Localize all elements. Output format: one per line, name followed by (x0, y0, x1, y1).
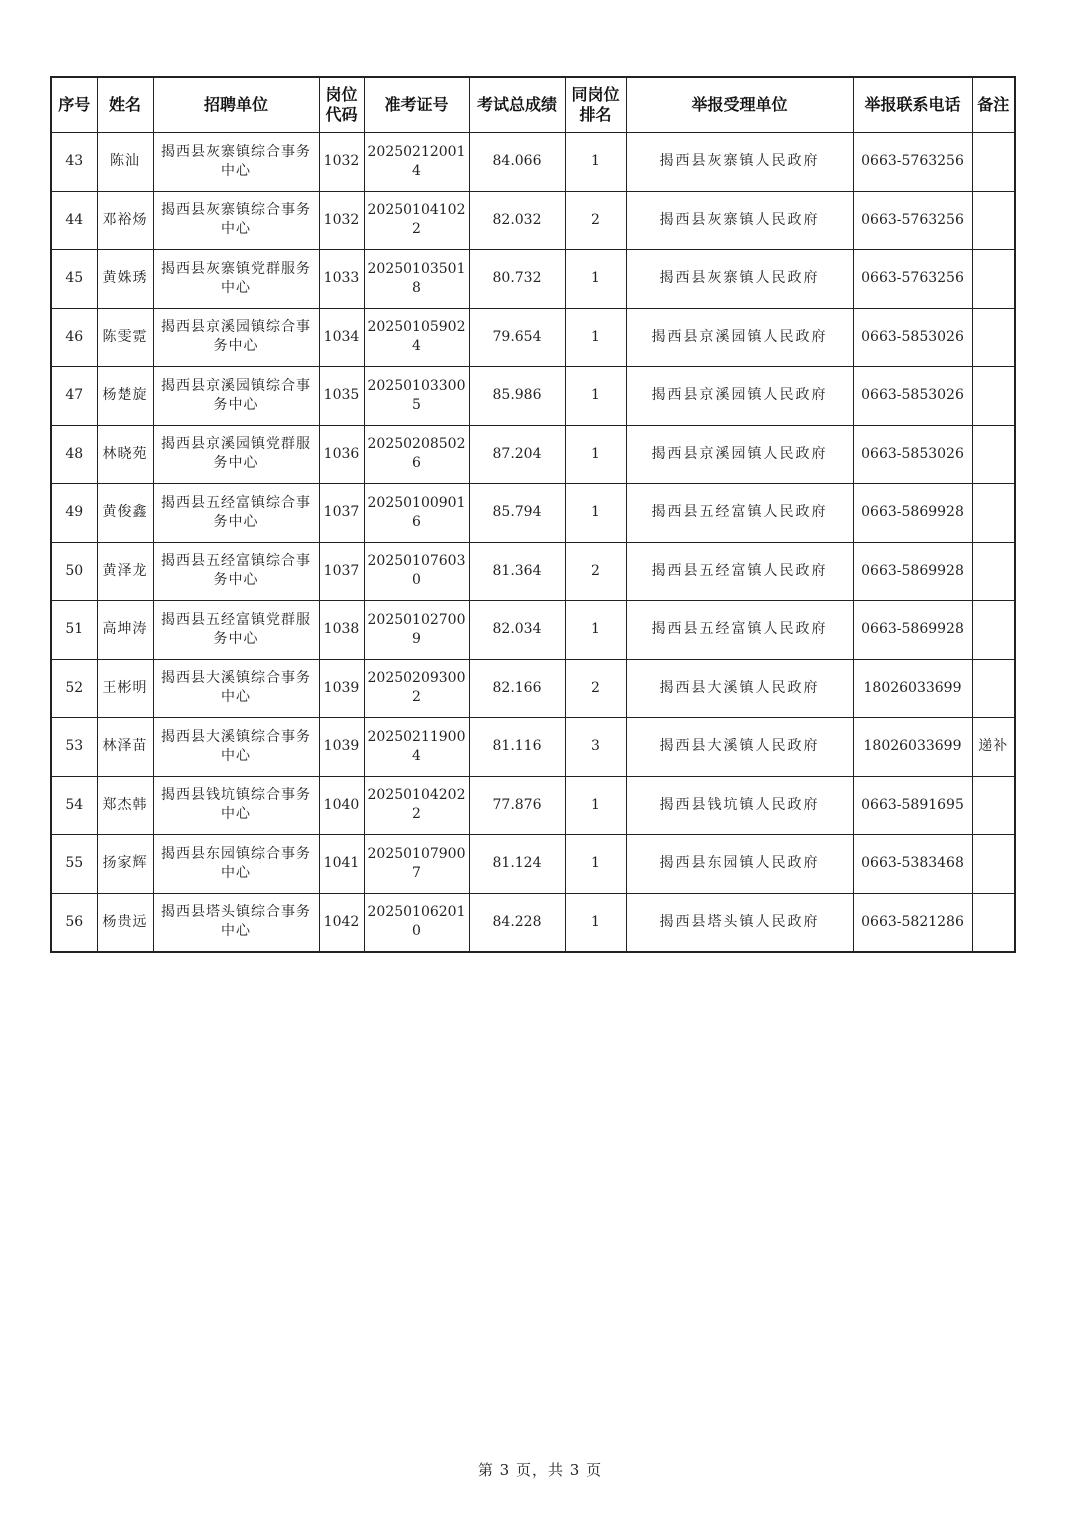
results-table (50, 76, 1016, 953)
cell-rank: 1 (565, 367, 626, 426)
cell-score: 87.204 (469, 425, 565, 484)
cell-phone: 0663-5763256 (853, 191, 972, 250)
cell-unit: 揭西县大溪镇综合事务中心 (153, 718, 319, 777)
table-row (51, 308, 1015, 367)
cell-name: 林泽苗 (97, 718, 153, 777)
cell-name: 陈汕 (97, 133, 153, 192)
cell-unit: 揭西县五经富镇综合事务中心 (153, 542, 319, 601)
cell-rank: 2 (565, 659, 626, 718)
cell-name: 杨贵远 (97, 893, 153, 952)
cell-seq: 51 (51, 601, 97, 660)
cell-note (972, 893, 1015, 952)
cell-phone: 0663-5853026 (853, 308, 972, 367)
cell-note (972, 133, 1015, 192)
cell-score: 82.034 (469, 601, 565, 660)
cell-rank: 1 (565, 835, 626, 894)
cell-code: 1039 (319, 718, 364, 777)
cell-office: 揭西县灰寨镇人民政府 (626, 250, 853, 309)
cell-rank: 1 (565, 308, 626, 367)
table-row (51, 133, 1015, 192)
page-footer: 第 3 页，共 3 页 (477, 1461, 603, 1479)
cell-note (972, 250, 1015, 309)
cell-seq: 53 (51, 718, 97, 777)
cell-rank: 2 (565, 191, 626, 250)
table-row (51, 835, 1015, 894)
table-body (51, 133, 1015, 953)
cell-phone: 0663-5869928 (853, 484, 972, 543)
cell-unit: 揭西县京溪园镇综合事务中心 (153, 367, 319, 426)
cell-seq: 47 (51, 367, 97, 426)
cell-office: 揭西县塔头镇人民政府 (626, 893, 853, 952)
header-office: 举报受理单位 (626, 77, 853, 133)
cell-name: 王彬明 (97, 659, 153, 718)
cell-rank: 2 (565, 542, 626, 601)
cell-office: 揭西县大溪镇人民政府 (626, 718, 853, 777)
cell-ticket: 202501027009 (364, 601, 469, 660)
cell-unit: 揭西县五经富镇党群服务中心 (153, 601, 319, 660)
cell-unit: 揭西县钱坑镇综合事务中心 (153, 776, 319, 835)
cell-office: 揭西县灰寨镇人民政府 (626, 191, 853, 250)
table-row (51, 191, 1015, 250)
cell-unit: 揭西县京溪园镇党群服务中心 (153, 425, 319, 484)
cell-office: 揭西县京溪园镇人民政府 (626, 425, 853, 484)
cell-score: 82.166 (469, 659, 565, 718)
cell-office: 揭西县大溪镇人民政府 (626, 659, 853, 718)
cell-code: 1042 (319, 893, 364, 952)
cell-office: 揭西县钱坑镇人民政府 (626, 776, 853, 835)
cell-ticket: 202501035018 (364, 250, 469, 309)
cell-office: 揭西县京溪园镇人民政府 (626, 367, 853, 426)
header-ticket: 准考证号 (364, 77, 469, 133)
cell-code: 1040 (319, 776, 364, 835)
cell-ticket: 202501079007 (364, 835, 469, 894)
cell-name: 林晓苑 (97, 425, 153, 484)
cell-rank: 3 (565, 718, 626, 777)
table-row (51, 484, 1015, 543)
cell-note (972, 367, 1015, 426)
cell-ticket: 202502085026 (364, 425, 469, 484)
cell-office: 揭西县京溪园镇人民政府 (626, 308, 853, 367)
cell-phone: 0663-5763256 (853, 250, 972, 309)
cell-rank: 1 (565, 425, 626, 484)
cell-note (972, 484, 1015, 543)
cell-code: 1033 (319, 250, 364, 309)
cell-note (972, 835, 1015, 894)
cell-seq: 49 (51, 484, 97, 543)
cell-note (972, 191, 1015, 250)
cell-seq: 46 (51, 308, 97, 367)
header-note: 备注 (972, 77, 1015, 133)
cell-phone: 0663-5821286 (853, 893, 972, 952)
cell-phone: 18026033699 (853, 659, 972, 718)
cell-score: 82.032 (469, 191, 565, 250)
cell-phone: 0663-5869928 (853, 542, 972, 601)
cell-rank: 1 (565, 893, 626, 952)
table-row (51, 893, 1015, 952)
cell-note (972, 308, 1015, 367)
cell-seq: 44 (51, 191, 97, 250)
table-row (51, 659, 1015, 718)
cell-score: 85.986 (469, 367, 565, 426)
cell-ticket: 202501059024 (364, 308, 469, 367)
cell-seq: 54 (51, 776, 97, 835)
cell-score: 79.654 (469, 308, 565, 367)
cell-code: 1032 (319, 133, 364, 192)
cell-code: 1036 (319, 425, 364, 484)
table-header-row (51, 77, 1015, 133)
cell-note (972, 659, 1015, 718)
cell-ticket: 202502119004 (364, 718, 469, 777)
cell-phone: 0663-5891695 (853, 776, 972, 835)
cell-phone: 18026033699 (853, 718, 972, 777)
cell-score: 81.124 (469, 835, 565, 894)
cell-note: 递补 (972, 718, 1015, 777)
cell-rank: 1 (565, 601, 626, 660)
cell-name: 黄俊鑫 (97, 484, 153, 543)
cell-phone: 0663-5763256 (853, 133, 972, 192)
cell-ticket: 202501041022 (364, 191, 469, 250)
cell-code: 1037 (319, 542, 364, 601)
header-code: 岗位代码 (319, 77, 364, 133)
cell-unit: 揭西县五经富镇综合事务中心 (153, 484, 319, 543)
cell-ticket: 202502120014 (364, 133, 469, 192)
cell-code: 1038 (319, 601, 364, 660)
cell-ticket: 202501009016 (364, 484, 469, 543)
cell-name: 邓裕炀 (97, 191, 153, 250)
cell-ticket: 202502093002 (364, 659, 469, 718)
cell-name: 黄姝琇 (97, 250, 153, 309)
cell-score: 77.876 (469, 776, 565, 835)
cell-unit: 揭西县灰寨镇党群服务中心 (153, 250, 319, 309)
cell-seq: 56 (51, 893, 97, 952)
cell-code: 1041 (319, 835, 364, 894)
table-row (51, 367, 1015, 426)
cell-unit: 揭西县东园镇综合事务中心 (153, 835, 319, 894)
cell-office: 揭西县东园镇人民政府 (626, 835, 853, 894)
cell-note (972, 776, 1015, 835)
table-row (51, 718, 1015, 777)
cell-seq: 52 (51, 659, 97, 718)
cell-score: 85.794 (469, 484, 565, 543)
cell-rank: 1 (565, 250, 626, 309)
cell-unit: 揭西县灰寨镇综合事务中心 (153, 133, 319, 192)
header-score: 考试总成绩 (469, 77, 565, 133)
cell-seq: 45 (51, 250, 97, 309)
header-seq: 序号 (51, 77, 97, 133)
table-row (51, 425, 1015, 484)
cell-phone: 0663-5383468 (853, 835, 972, 894)
header-unit: 招聘单位 (153, 77, 319, 133)
cell-rank: 1 (565, 776, 626, 835)
cell-seq: 55 (51, 835, 97, 894)
cell-code: 1039 (319, 659, 364, 718)
header-rank: 同岗位排名 (565, 77, 626, 133)
cell-score: 84.228 (469, 893, 565, 952)
cell-office: 揭西县灰寨镇人民政府 (626, 133, 853, 192)
cell-code: 1035 (319, 367, 364, 426)
table-row (51, 601, 1015, 660)
cell-score: 81.364 (469, 542, 565, 601)
cell-seq: 43 (51, 133, 97, 192)
cell-name: 高坤涛 (97, 601, 153, 660)
cell-ticket: 202501042022 (364, 776, 469, 835)
table-row (51, 542, 1015, 601)
header-phone: 举报联系电话 (853, 77, 972, 133)
cell-unit: 揭西县塔头镇综合事务中心 (153, 893, 319, 952)
cell-seq: 50 (51, 542, 97, 601)
cell-name: 黄泽龙 (97, 542, 153, 601)
cell-office: 揭西县五经富镇人民政府 (626, 542, 853, 601)
cell-ticket: 202501076030 (364, 542, 469, 601)
cell-score: 84.066 (469, 133, 565, 192)
header-name: 姓名 (97, 77, 153, 133)
cell-name: 陈雯霓 (97, 308, 153, 367)
cell-name: 扬家辉 (97, 835, 153, 894)
cell-phone: 0663-5869928 (853, 601, 972, 660)
cell-note (972, 601, 1015, 660)
table-row (51, 250, 1015, 309)
cell-code: 1034 (319, 308, 364, 367)
cell-score: 80.732 (469, 250, 565, 309)
cell-code: 1037 (319, 484, 364, 543)
cell-rank: 1 (565, 133, 626, 192)
cell-note (972, 425, 1015, 484)
cell-phone: 0663-5853026 (853, 425, 972, 484)
cell-name: 杨楚旋 (97, 367, 153, 426)
cell-ticket: 202501062010 (364, 893, 469, 952)
cell-name: 郑杰韩 (97, 776, 153, 835)
cell-unit: 揭西县大溪镇综合事务中心 (153, 659, 319, 718)
cell-rank: 1 (565, 484, 626, 543)
cell-phone: 0663-5853026 (853, 367, 972, 426)
cell-score: 81.116 (469, 718, 565, 777)
cell-code: 1032 (319, 191, 364, 250)
cell-office: 揭西县五经富镇人民政府 (626, 601, 853, 660)
table-row (51, 776, 1015, 835)
cell-unit: 揭西县灰寨镇综合事务中心 (153, 191, 319, 250)
cell-office: 揭西县五经富镇人民政府 (626, 484, 853, 543)
cell-seq: 48 (51, 425, 97, 484)
cell-note (972, 542, 1015, 601)
cell-ticket: 202501033005 (364, 367, 469, 426)
cell-unit: 揭西县京溪园镇综合事务中心 (153, 308, 319, 367)
